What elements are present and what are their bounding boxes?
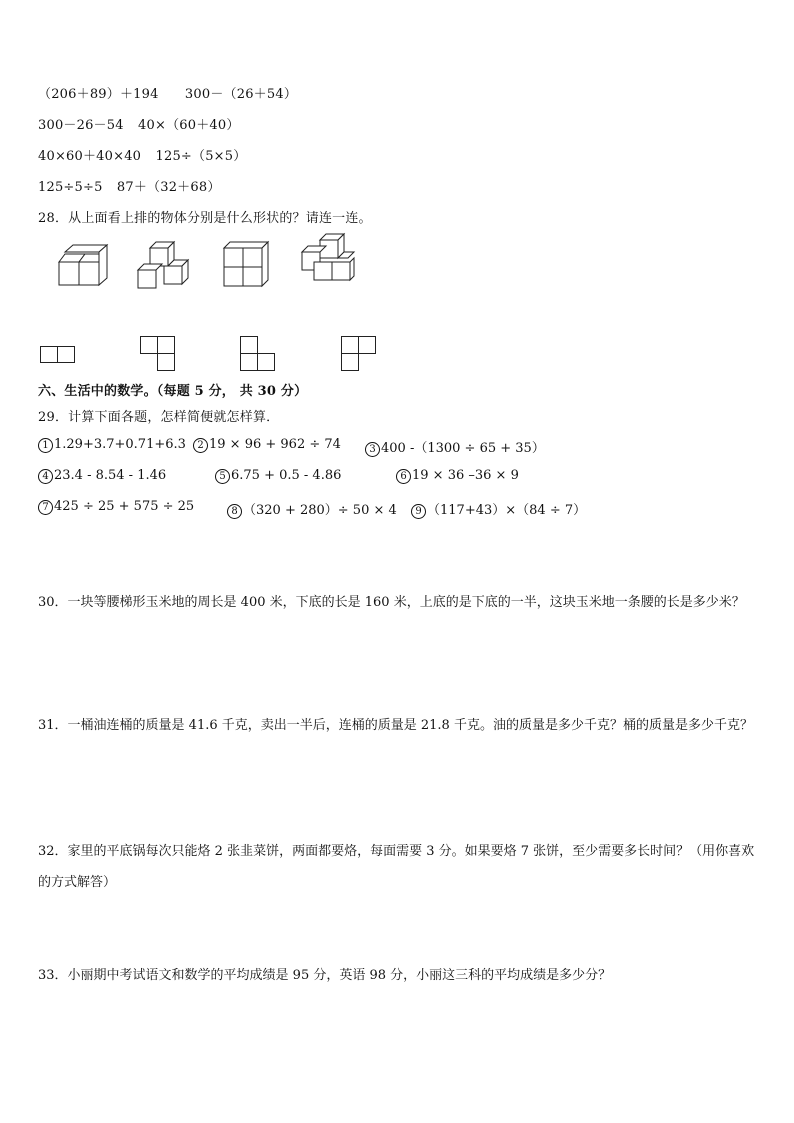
question-32: 32．家里的平底锅每次只能烙 2 张韭菜饼，两面都要烙，每面需要 3 分。如果要烙 7 张饼，至少需要多长时间？（用你喜欢的方式解答） [38, 844, 755, 890]
cube-figure-2 [136, 240, 191, 290]
circled-number: 6 [396, 469, 411, 484]
expression-a: 125÷5÷5 [38, 180, 103, 195]
top-view-3 [240, 336, 276, 372]
circled-number: 8 [227, 504, 242, 519]
cube-figure-3 [220, 240, 270, 290]
calc-expression: 19 × 96 + 962 ÷ 74 [209, 437, 341, 452]
expression-a: 300－26－54 [38, 118, 124, 133]
calc-expression: 1.29+3.7+0.71+6.3 [54, 437, 186, 452]
question-30: 30．一块等腰梯形玉米地的周长是 400 米，下底的长是 160 米，上底的是下底的一半，这块玉米地一条腰的长是多少米？ [38, 595, 745, 610]
calc-item-5 [215, 468, 341, 484]
calc-expression: 23.4 - 8.54 - 1.46 [54, 468, 167, 483]
question-33: 33．小丽期中考试语文和数学的平均成绩是 95 分，英语 98 分，小丽这三科的平均成绩是多少分？ [38, 968, 612, 983]
circled-number: 3 [365, 442, 380, 457]
calc-expression: 6.75 + 0.5 - 4.86 [231, 468, 342, 483]
cube-figure-4 [298, 234, 358, 290]
cube-figure-1 [55, 240, 105, 290]
expression-a: 40×60＋40×40 [38, 149, 142, 164]
calc-item-3 [365, 437, 545, 457]
expression-row [38, 83, 297, 102]
expression-b: 125÷（5×5） [155, 149, 247, 164]
calc-item-2 [193, 437, 341, 453]
top-view-1 [40, 346, 76, 364]
calc-item-7 [38, 499, 194, 515]
expression-row [38, 176, 221, 195]
top-view-4 [341, 336, 377, 372]
calc-expression: 425 ÷ 25 + 575 ÷ 25 [54, 499, 195, 514]
expression-b: 87＋（32＋68） [116, 180, 221, 195]
calc-item-4 [38, 468, 166, 484]
circled-number: 4 [38, 469, 53, 484]
calc-item-8 [227, 499, 397, 519]
expression-row [38, 145, 246, 164]
top-view-2 [140, 336, 176, 372]
calc-item-1 [38, 437, 186, 453]
circled-number: 1 [38, 438, 53, 453]
calc-expression: （117+43）×（84 ÷ 7） [427, 503, 587, 518]
circled-number: 5 [215, 469, 230, 484]
calc-expression: 400 -（1300 ÷ 65 + 35） [381, 441, 545, 456]
question-31: 31．一桶油连桶的质量是 41.6 千克，卖出一半后，连桶的质量是 21.8 千克。油的质量是多少千克？桶的质量是多少千克？ [38, 718, 753, 733]
circled-number: 9 [411, 504, 426, 519]
circled-number: 2 [193, 438, 208, 453]
calc-expression: 19 × 36 –36 × 9 [412, 468, 519, 483]
section-6-title: 六、生活中的数学。（每题 5 分， 共 30 分） [38, 384, 308, 399]
question-29: 29．计算下面各题，怎样简便就怎样算． [38, 410, 280, 425]
expression-a: （206＋89）＋194 [38, 87, 159, 102]
circled-number: 7 [38, 500, 53, 515]
calc-item-6 [396, 468, 519, 484]
calc-expression: （320 + 280）÷ 50 × 4 [243, 503, 397, 518]
question-28: 28．从上面看上排的物体分别是什么形状的？请连一连。 [38, 211, 372, 226]
expression-row [38, 114, 240, 133]
expression-b: 40×（60＋40） [138, 118, 240, 133]
expression-b: 300－（26＋54） [184, 87, 298, 102]
calc-item-9 [411, 499, 586, 519]
